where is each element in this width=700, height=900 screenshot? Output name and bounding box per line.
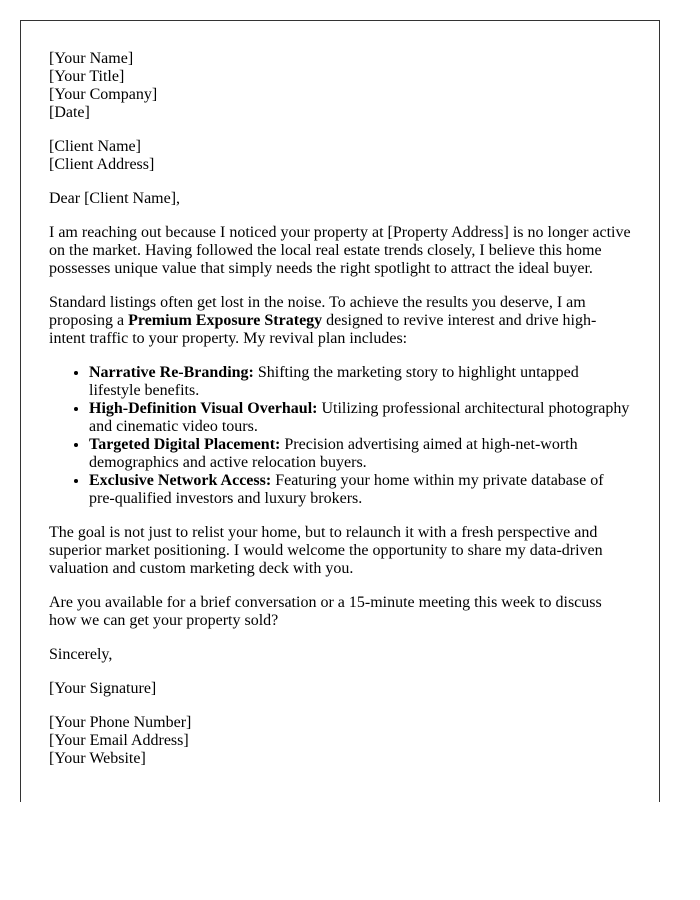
item-title: Exclusive Network Access: bbox=[89, 472, 272, 489]
paragraph-call-to-action: Are you available for a brief conversation or a 15-minute meeting this week to discuss how we can get your property sold? bbox=[49, 594, 602, 629]
list-item bbox=[89, 472, 631, 508]
client-name: [Client Name] bbox=[49, 138, 141, 155]
paragraph-intro: I am reaching out because I noticed your property at [Property Address] is no longer active on the market. Having followed the local real estate trends closely, I believe this home possesses unique value that simply needs the right spotlight to attract the ideal buyer. bbox=[49, 224, 631, 277]
sender-block bbox=[49, 50, 631, 122]
phone-number: [Your Phone Number] bbox=[49, 714, 192, 731]
item-text: Precision advertising aimed at high-net-worth demographics and active relocation buyers. bbox=[89, 436, 578, 471]
salutation: Dear [Client Name], bbox=[49, 190, 181, 207]
list-item bbox=[89, 364, 631, 400]
item-title: Targeted Digital Placement: bbox=[89, 436, 281, 453]
item-text: Utilizing professional architectural photography and cinematic video tours. bbox=[89, 400, 630, 435]
letter-date: [Date] bbox=[49, 104, 90, 121]
item-title: High-Definition Visual Overhaul: bbox=[89, 400, 318, 417]
contact-block bbox=[49, 714, 631, 768]
paragraph-goal: The goal is not just to relist your home, but to relaunch it with a fresh perspective and superior market positioning. I would welcome the opportunity to share my data-driven valuation and custom marketing deck with you. bbox=[49, 524, 603, 577]
item-text: Shifting the marketing story to highlight untapped lifestyle benefits. bbox=[89, 364, 579, 399]
recipient-block bbox=[49, 138, 631, 174]
item-title: Narrative Re-Branding: bbox=[89, 364, 254, 381]
revival-plan-list bbox=[49, 364, 631, 508]
item-text: Featuring your home within my private database of pre-qualified investors and luxury brokers. bbox=[89, 472, 604, 507]
strategy-text-before: Standard listings often get lost in the noise. To achieve the results you deserve, I am proposing a bbox=[49, 294, 586, 329]
letter-page bbox=[20, 20, 660, 802]
list-item bbox=[89, 436, 631, 472]
closing: Sincerely, bbox=[49, 646, 113, 663]
strategy-name: Premium Exposure Strategy bbox=[128, 312, 323, 329]
paragraph-strategy bbox=[49, 294, 631, 348]
signature: [Your Signature] bbox=[49, 680, 157, 697]
email-address: [Your Email Address] bbox=[49, 732, 189, 749]
client-address: [Client Address] bbox=[49, 156, 155, 173]
list-item bbox=[89, 400, 631, 436]
strategy-text-after: designed to revive interest and drive high-intent traffic to your property. My revival plan includes: bbox=[49, 312, 597, 347]
sender-company: [Your Company] bbox=[49, 86, 158, 103]
sender-name: [Your Name] bbox=[49, 50, 134, 67]
sender-title: [Your Title] bbox=[49, 68, 125, 85]
website: [Your Website] bbox=[49, 750, 146, 767]
